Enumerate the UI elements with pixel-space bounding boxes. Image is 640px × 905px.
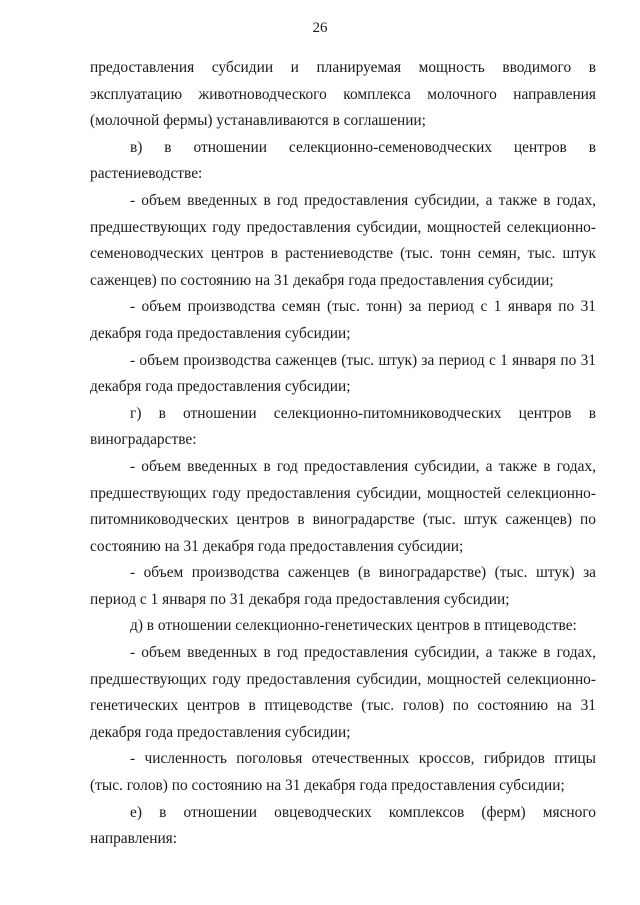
paragraph: - объем производства семян (тыс. тонн) за период с 1 января по 31 декабря года предоставления субсидии; <box>90 298 596 342</box>
paragraph: г) в отношении селекционно-питомниководческих центров в виноградарстве: <box>90 404 596 449</box>
paragraph: - объем введенных в год предоставления субсидии, а также в годах, предшествующих году предоставления субсидии, мощностей селекционно-семеноводческих центров в растениеводстве (тыс. тонн семян, тыс. штук саженцев) по состоянию на 31 декабря года предоставления субсидии; <box>90 191 596 289</box>
paragraph: д) в отношении селекционно-генетических центров в птицеводстве: <box>130 617 577 635</box>
paragraph: - объем производства саженцев (в виноградарстве) (тыс. штук) за период с 1 января по 31 декабря года предоставления субсидии; <box>90 564 596 608</box>
paragraph: - объем производства саженцев (тыс. штук) за период с 1 января по 31 декабря года предоставления субсидии; <box>90 351 596 396</box>
paragraph: е) в отношении овцеводческих комплексов (ферм) мясного направления: <box>90 803 596 848</box>
paragraph: - объем введенных в год предоставления субсидии, а также в годах, предшествующих году предоставления субсидии, мощностей селекционно-питомниководческих центров в виноградарстве (тыс. штук саженцев) по состоянию на 31 декабря года предоставления субсидии; <box>90 457 596 555</box>
paragraph: - численность поголовья отечественных кроссов, гибридов птицы (тыс. голов) по состоянию на 31 декабря года предоставления субсидии; <box>90 750 596 795</box>
paragraph: предоставления субсидии и планируемая мощность вводимого в эксплуатацию животноводческого комплекса молочного направления (молочной фермы) устанавливаются в соглашении; <box>90 59 596 130</box>
paragraph: в) в отношении селекционно-семеноводческих центров в растениеводстве: <box>90 138 596 183</box>
page-number: 26 <box>312 20 328 36</box>
paragraph: - объем введенных в год предоставления субсидии, а также в годах, предшествующих году предоставления субсидии, мощностей селекционно-генетических центров в птицеводстве (тыс. голов) по состоянию на 31 декабря года предоставления субсидии; <box>90 644 596 741</box>
document-body <box>90 55 596 853</box>
